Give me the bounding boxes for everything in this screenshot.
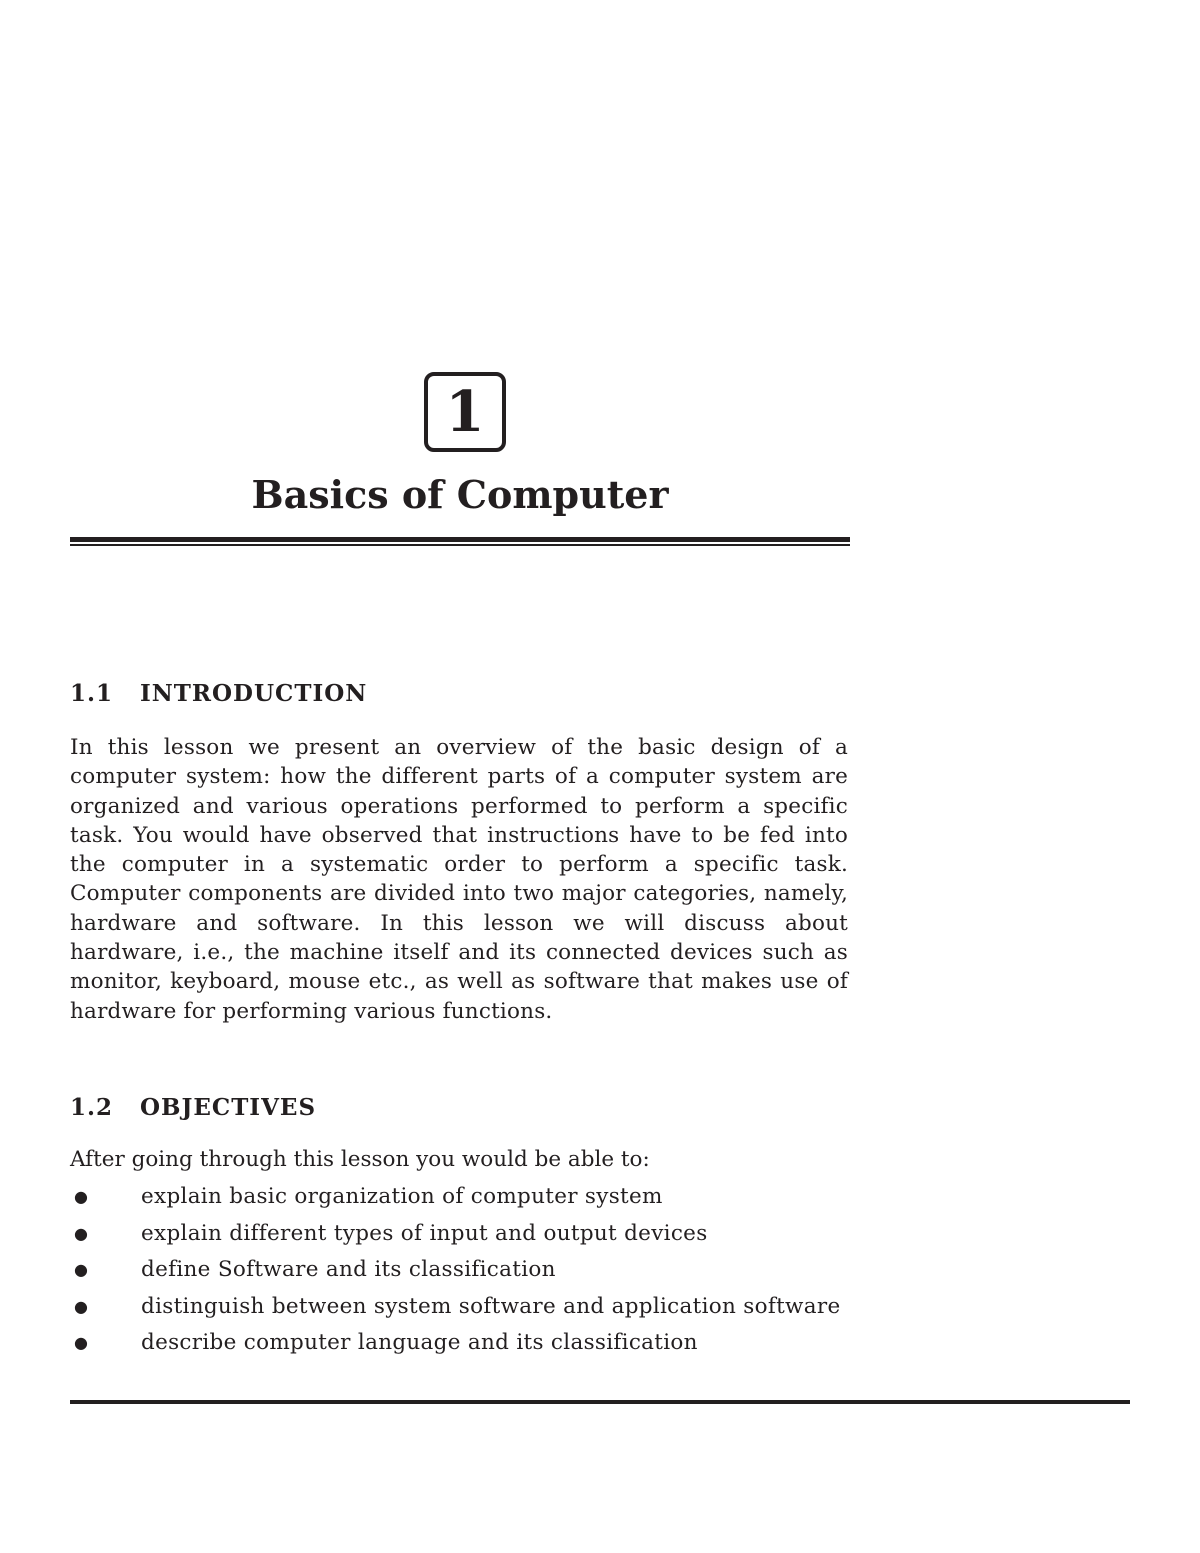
list-item bbox=[70, 1255, 848, 1285]
list-item-text: distinguish between system software and application software bbox=[141, 1293, 841, 1319]
bullet-icon: ● bbox=[74, 1296, 89, 1316]
bullet-icon: ● bbox=[74, 1333, 89, 1353]
title-divider-thin bbox=[70, 544, 850, 546]
list-item bbox=[70, 1292, 848, 1322]
list-item bbox=[70, 1182, 848, 1212]
list-item-text: define Software and its classification bbox=[141, 1257, 556, 1283]
section-title: OBJECTIVES bbox=[140, 1094, 317, 1121]
section-number: 1.1 bbox=[70, 680, 114, 707]
list-item bbox=[70, 1219, 848, 1249]
chapter-number-box bbox=[424, 372, 506, 452]
chapter-title: Basics of Computer bbox=[251, 472, 669, 517]
page-bottom-divider bbox=[70, 1400, 1130, 1404]
bullet-icon: ● bbox=[74, 1187, 89, 1206]
title-divider-thick bbox=[70, 537, 850, 542]
section-title: INTRODUCTION bbox=[140, 680, 368, 707]
section-heading-introduction bbox=[70, 679, 367, 709]
section-number: 1.2 bbox=[70, 1094, 114, 1121]
list-item-text: explain basic organization of computer system bbox=[141, 1184, 663, 1209]
list-item bbox=[70, 1328, 848, 1358]
introduction-paragraph: In this lesson we present an overview of the basic design of a computer system: how the different parts of a computer system are organized and various operations performed to perform a specific task. You would have observed that instructions have to be fed into the computer in a systematic order to perform a specific task. Computer components are divided into two major categories, namely, hardware and software. In this lesson we will discuss about hardware, i.e., the machine itself and its connected devices such as monitor, keyboard, mouse etc., as well as software that makes use of hardware for performing various functions. bbox=[70, 735, 848, 1024]
chapter-number: 1 bbox=[445, 379, 485, 445]
objectives-list bbox=[70, 1182, 848, 1365]
section-heading-objectives bbox=[70, 1093, 316, 1123]
objectives-lead-text: After going through this lesson you would be able to: bbox=[70, 1147, 650, 1172]
list-item-text: explain different types of input and output devices bbox=[141, 1220, 708, 1246]
bullet-icon: ● bbox=[74, 1260, 89, 1280]
list-item-text: describe computer language and its classification bbox=[141, 1330, 698, 1356]
bullet-icon: ● bbox=[74, 1223, 89, 1243]
